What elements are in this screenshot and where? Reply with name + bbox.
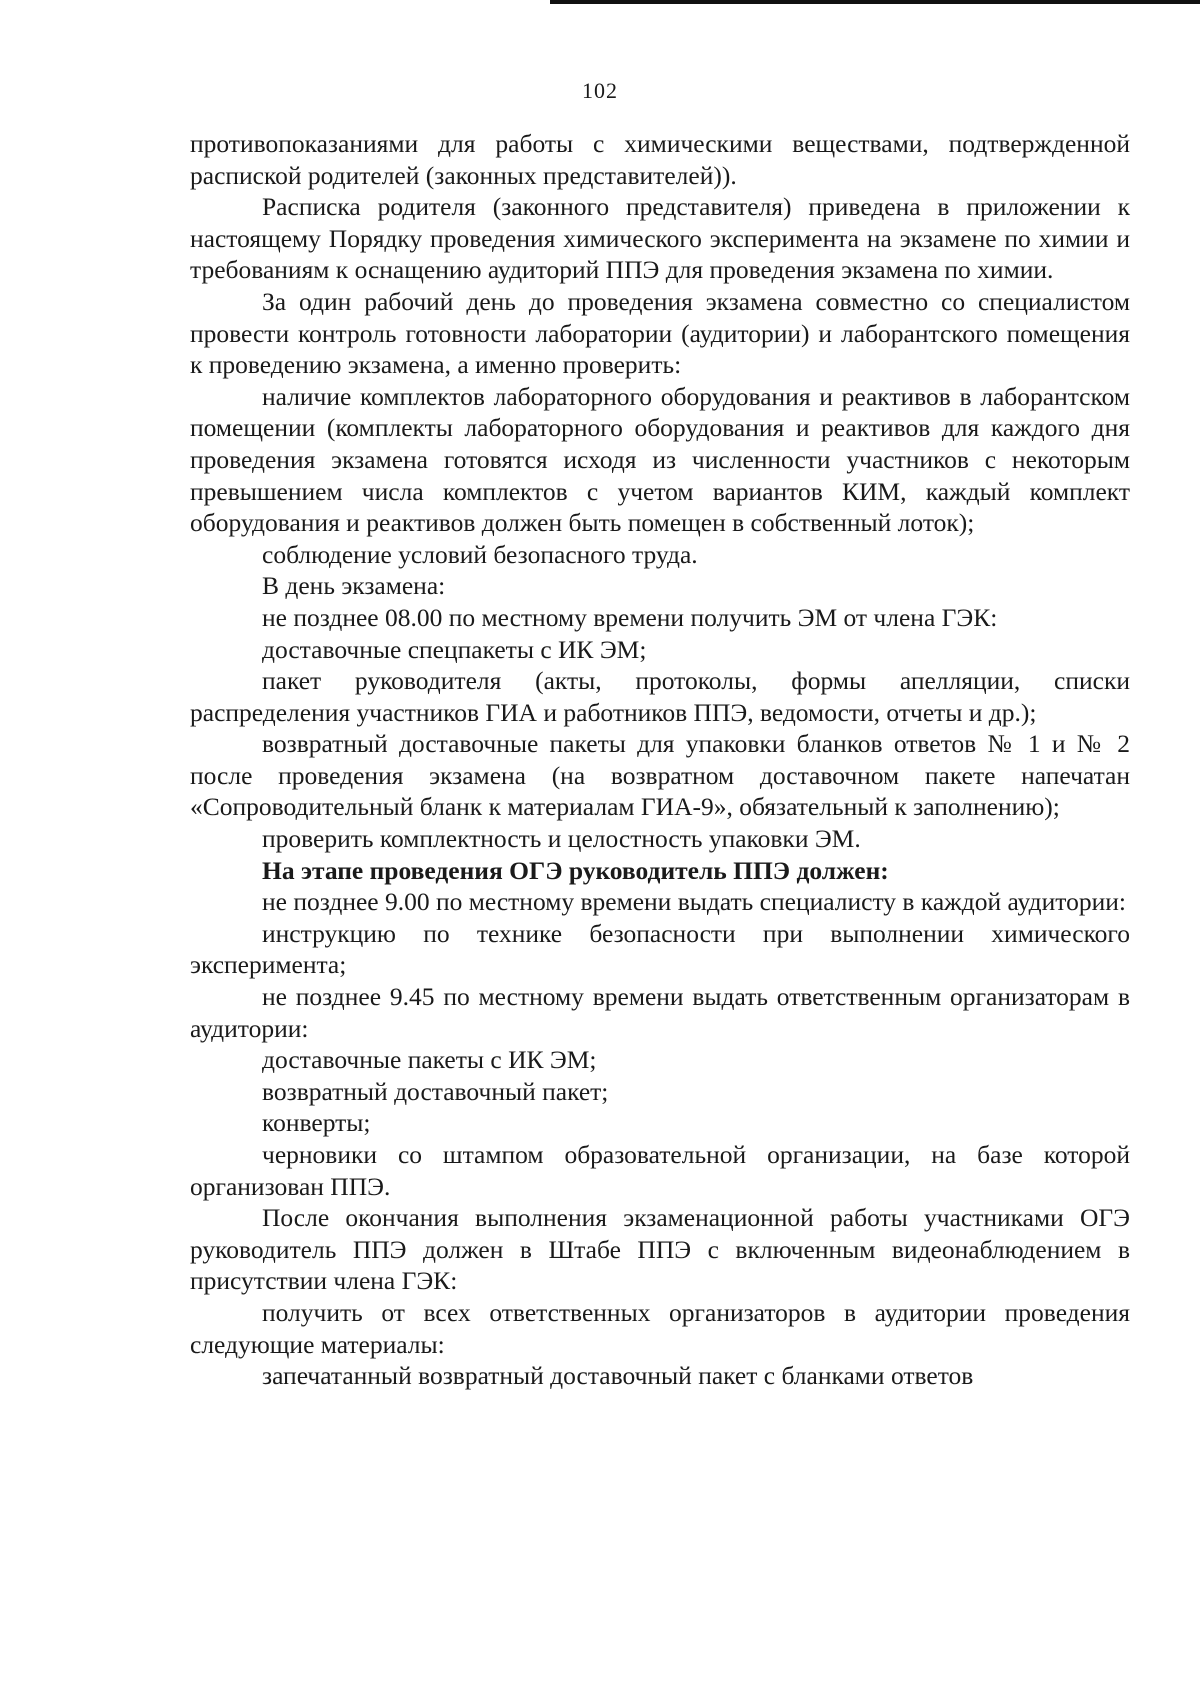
paragraph: возвратный доставочные пакеты для упаковки бланков ответов № 1 и № 2 после проведения экзамена (на возвратном доставочном пакете напечатан «Сопроводительный бланк к материалам ГИА-9», обязательный к заполнению); (190, 729, 1130, 822)
document-body (190, 128, 1130, 1392)
section-heading: На этапе проведения ОГЭ руководитель ППЭ должен: (262, 855, 889, 885)
paragraph: После окончания выполнения экзаменационной работы участниками ОГЭ руководитель ППЭ должен в Штабе ППЭ с включенным видеонаблюдением в присутствии члена ГЭК: (190, 1203, 1130, 1296)
paragraph: пакет руководителя (акты, протоколы, формы апелляции, списки распределения участников ГИА и работников ППЭ, ведомости, отчеты и др.); (190, 666, 1130, 727)
paragraph: За один рабочий день до проведения экзамена совместно со специалистом провести контроль готовности лаборатории (аудитории) и лаборантского помещения к проведению экзамена, а именно проверить: (190, 286, 1130, 380)
top-border-line (550, 0, 1200, 4)
paragraph: соблюдение условий безопасного труда. (262, 539, 698, 569)
paragraph: получить от всех ответственных организаторов в аудитории проведения следующие материалы: (190, 1297, 1130, 1359)
paragraph: не позднее 08.00 по местному времени получить ЭМ от члена ГЭК: (262, 602, 998, 632)
paragraph: возвратный доставочный пакет; (262, 1076, 609, 1106)
paragraph: инструкцию по технике безопасности при выполнении химического эксперимента; (190, 918, 1130, 980)
paragraph: черновики со штампом образовательной организации, на базе которой организован ППЭ. (190, 1140, 1130, 1201)
paragraph: проверить комплектность и целостность упаковки ЭМ. (262, 824, 861, 854)
paragraph: В день экзамена: (262, 571, 446, 601)
paragraph: доставочные пакеты с ИК ЭМ; (262, 1045, 597, 1075)
paragraph: доставочные спецпакеты с ИК ЭМ; (262, 634, 647, 664)
page-number: 102 (582, 78, 618, 103)
paragraph: не позднее 9.45 по местному времени выдать ответственным организаторам в аудитории: (190, 982, 1130, 1043)
paragraph: Расписка родителя (законного представителя) приведена в приложении к настоящему Порядку проведения химического эксперимента на экзамене по химии и требованиям к оснащению аудиторий ППЭ для проведения экзамена по химии. (190, 192, 1130, 285)
paragraph: наличие комплектов лабораторного оборудования и реактивов в лаборантском помещении (комплекты лабораторного оборудования и реактивов для каждого дня проведения экзамена готовятся исходя из численности участников с некоторым превышением числа комплектов с учетом вариантов КИМ, каждый комплект оборудования и реактивов должен быть помещен в собственный лоток); (190, 381, 1130, 538)
paragraph: запечатанный возвратный доставочный пакет с бланками ответов (262, 1361, 974, 1391)
paragraph: противопоказаниями для работы с химическими веществами, подтвержденной распиской родителей (законных представителей)). (190, 129, 1130, 190)
paragraph: не позднее 9.00 по местному времени выдать специалисту в каждой аудитории: (262, 887, 1126, 917)
paragraph: конверты; (262, 1108, 371, 1138)
